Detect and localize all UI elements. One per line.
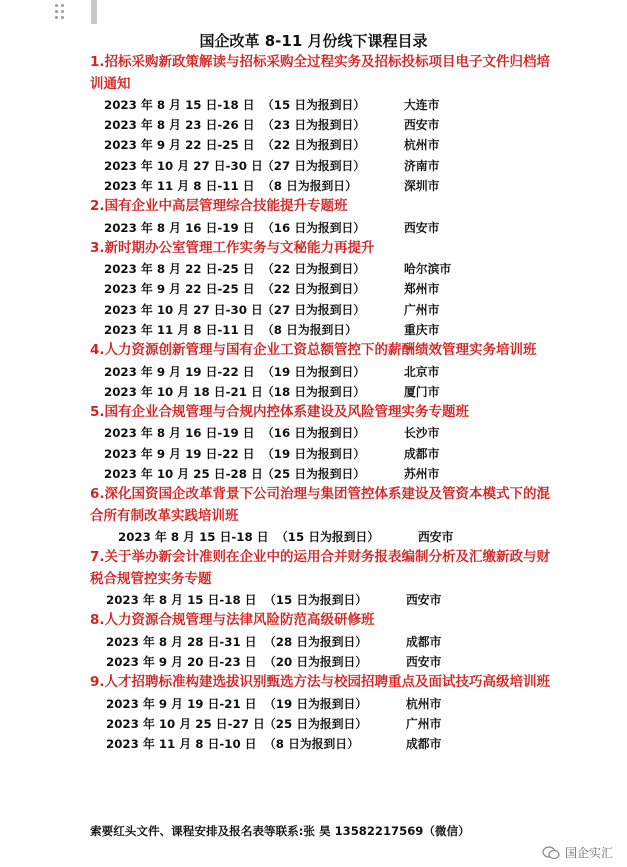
schedule-row [90, 382, 560, 402]
schedule-date: 2023 年 8 月 28 日-31 日 [106, 634, 257, 649]
schedule-city: 西安市 [404, 220, 440, 235]
schedule-row [90, 423, 560, 443]
schedule-note: （27 日为报到日） [262, 302, 366, 317]
schedule-date: 2023 年 10 月 25 日-27 日 [106, 717, 265, 732]
schedule-row [90, 300, 560, 320]
schedule-date: 2023 年 8 月 15 日-18 日 [118, 530, 269, 545]
section-title: 5.国有企业合规管理与合规内控体系建设及风险管理实务专题班 [90, 403, 470, 420]
schedule-date: 2023 年 8 月 16 日-19 日 [104, 220, 255, 235]
section-title: 2.国有企业中高层管理综合技能提升专题班 [90, 198, 348, 215]
schedule-date: 2023 年 8 月 16 日-19 日 [104, 426, 255, 441]
wechat-icon [542, 846, 560, 860]
schedule-city: 成都市 [404, 446, 440, 461]
schedule-row [90, 714, 560, 734]
divider-bar [91, 0, 97, 24]
contact-footer: 索要红头文件、课程安排及报名表等联系:张 昊 13582217569（微信） [90, 824, 470, 838]
schedule-note: （22 日为报到日） [262, 262, 366, 277]
schedule-row [90, 734, 560, 754]
schedule-row [90, 464, 560, 484]
schedule-note: （19 日为报到日） [262, 364, 366, 379]
schedule-note: （16 日为报到日） [262, 426, 366, 441]
schedule-note: （15 日为报到日） [276, 530, 380, 545]
schedule-note: （25 日为报到日） [264, 717, 368, 732]
schedule-city: 郑州市 [404, 282, 440, 297]
schedule-note: （27 日为报到日） [262, 158, 366, 173]
schedule-date: 2023 年 8 月 15 日-18 日 [104, 98, 255, 112]
schedule-note: （23 日为报到日） [262, 118, 366, 133]
schedule-note: （19 日为报到日） [262, 446, 366, 461]
schedule-note: （16 日为报到日） [262, 220, 366, 235]
schedule-city: 深圳市 [404, 178, 440, 193]
schedule-date: 2023 年 9 月 19 日-22 日 [104, 364, 255, 379]
schedule-city: 苏州市 [404, 466, 440, 481]
schedule-note: （28 日为报到日） [264, 634, 368, 649]
schedule-row [90, 218, 560, 238]
schedule-city: 西安市 [406, 655, 442, 670]
schedule-row [90, 362, 560, 382]
schedule-note: （25 日为报到日） [262, 466, 366, 481]
schedule-note: （22 日为报到日） [262, 138, 366, 153]
schedule-date: 2023 年 10 月 18 日-21 日 [104, 384, 263, 399]
section-title: 4.人力资源创新管理与国有企业工资总额管控下的薪酬绩效管理实务培训班 [90, 342, 537, 359]
drag-handle-icon[interactable] [55, 4, 67, 22]
schedule-date: 2023 年 10 月 27 日-30 日 [104, 158, 263, 173]
schedule-city: 长沙市 [404, 426, 440, 441]
schedule-row [90, 652, 560, 672]
schedule-date: 2023 年 9 月 19 日-21 日 [106, 696, 257, 711]
schedule-city: 杭州市 [404, 138, 440, 153]
schedule-row [90, 632, 560, 652]
schedule-row [90, 156, 560, 176]
schedule-row [90, 115, 560, 135]
schedule-note: （8 日为报到日） [262, 322, 357, 337]
schedule-city: 西安市 [406, 593, 442, 608]
schedule-note: （20 日为报到日） [264, 655, 368, 670]
schedule-note: （8 日为报到日） [264, 737, 359, 752]
schedule-row [90, 444, 560, 464]
schedule-date: 2023 年 9 月 22 日-25 日 [104, 138, 255, 153]
schedule-city: 济南市 [404, 158, 440, 173]
section-title: 8.人力资源合规管理与法律风险防范高级研修班 [90, 612, 375, 629]
schedule-date: 2023 年 8 月 22 日-25 日 [104, 262, 255, 277]
schedule-date: 2023 年 10 月 27 日-30 日 [104, 302, 263, 317]
schedule-city: 成都市 [406, 634, 442, 649]
schedule-note: （18 日为报到日） [262, 384, 366, 399]
schedule-date: 2023 年 10 月 25 日-28 日 [104, 466, 263, 481]
schedule-city: 大连市 [404, 98, 440, 112]
schedule-row [90, 694, 560, 714]
schedule-date: 2023 年 11 月 8 日-10 日 [106, 737, 257, 752]
schedule-city: 广州市 [404, 302, 440, 317]
schedule-city: 西安市 [418, 530, 454, 545]
schedule-row [90, 95, 560, 115]
schedule-date: 2023 年 8 月 15 日-18 日 [106, 593, 257, 608]
schedule-note: （19 日为报到日） [264, 696, 368, 711]
schedule-date: 2023 年 8 月 23 日-26 日 [104, 118, 255, 133]
schedule-row [90, 259, 560, 279]
schedule-note: （15 日为报到日） [262, 98, 366, 112]
schedule-row [90, 176, 560, 196]
schedule-city: 广州市 [406, 717, 442, 732]
schedule-row [90, 135, 560, 155]
section-title: 3.新时期办公室管理工作实务与文秘能力再提升 [90, 239, 375, 256]
schedule-date: 2023 年 11 月 8 日-11 日 [104, 322, 255, 337]
schedule-date: 2023 年 9 月 19 日-22 日 [104, 446, 255, 461]
schedule-city: 厦门市 [404, 384, 440, 399]
section-title: 1.招标采购新政策解读与招标采购全过程实务及招标投标项目电子文件归档培训通知 [90, 54, 551, 92]
schedule-city: 哈尔滨市 [404, 262, 452, 277]
section-title: 7.关于举办新会计准则在企业中的运用合并财务报表编制分析及汇缴新政与财税合规管控实务专题 [90, 549, 551, 587]
schedule-city: 杭州市 [406, 696, 442, 711]
schedule-row [90, 590, 560, 610]
schedule-note: （8 日为报到日） [262, 178, 357, 193]
schedule-row [90, 320, 560, 340]
schedule-date: 2023 年 9 月 20 日-23 日 [106, 655, 257, 670]
watermark [542, 844, 613, 861]
schedule-note: （15 日为报到日） [264, 593, 368, 608]
schedule-date: 2023 年 9 月 22 日-25 日 [104, 282, 255, 297]
course-list [90, 52, 560, 754]
schedule-row [90, 527, 560, 547]
schedule-city: 重庆市 [404, 322, 440, 337]
schedule-city: 北京市 [404, 364, 440, 379]
schedule-date: 2023 年 11 月 8 日-11 日 [104, 178, 255, 193]
schedule-row [90, 279, 560, 299]
schedule-city: 成都市 [406, 737, 442, 752]
watermark-text: 国企实汇 [564, 846, 613, 860]
section-title: 6.深化国资国企改革背景下公司治理与集团管控体系建设及管资本模式下的混合所有制改革实践培训班 [90, 486, 551, 524]
section-title: 9.人才招聘标准构建选拔识别甄选方法与校园招聘重点及面试技巧高级培训班 [90, 674, 551, 691]
schedule-note: （22 日为报到日） [262, 282, 366, 297]
schedule-city: 西安市 [404, 118, 440, 133]
document-title: 国企改革 8-11 月份线下课程目录 [199, 32, 428, 50]
